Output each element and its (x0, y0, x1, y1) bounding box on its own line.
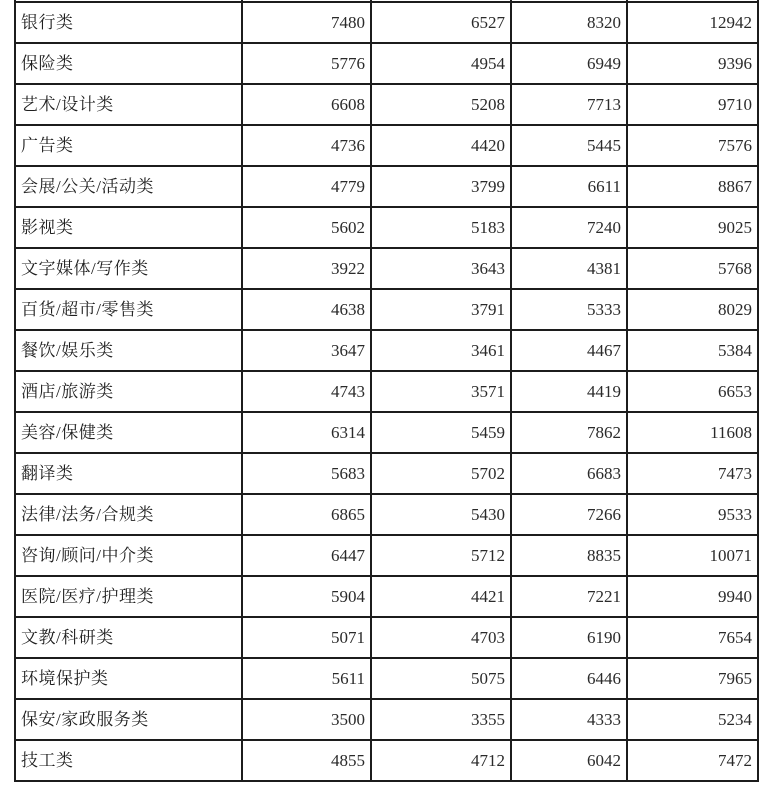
value-cell: 5384 (627, 330, 758, 371)
value-cell: 4333 (511, 699, 627, 740)
value-cell: 4638 (242, 289, 371, 330)
value-cell: 6865 (242, 494, 371, 535)
value-cell: 5611 (242, 658, 371, 699)
value-cell: 10071 (627, 535, 758, 576)
value-cell: 3643 (371, 248, 511, 289)
value-cell: 9533 (627, 494, 758, 535)
value-cell: 7472 (627, 740, 758, 781)
value-cell: 3461 (371, 330, 511, 371)
value-cell: 6314 (242, 412, 371, 453)
category-cell: 文教/科研类 (15, 617, 242, 658)
category-cell: 法律/法务/合规类 (15, 494, 242, 535)
value-cell: 5712 (371, 535, 511, 576)
value-cell: 4420 (371, 125, 511, 166)
table-row (15, 658, 758, 699)
table-row (15, 125, 758, 166)
table-row (15, 494, 758, 535)
value-cell: 3922 (242, 248, 371, 289)
table-row (15, 371, 758, 412)
value-cell: 9940 (627, 576, 758, 617)
category-cell: 保安/家政服务类 (15, 699, 242, 740)
value-cell: 6683 (511, 453, 627, 494)
value-cell: 4419 (511, 371, 627, 412)
value-cell: 4467 (511, 330, 627, 371)
category-cell: 百货/超市/零售类 (15, 289, 242, 330)
table-row (15, 166, 758, 207)
value-cell: 6042 (511, 740, 627, 781)
value-cell: 5602 (242, 207, 371, 248)
value-cell: 7240 (511, 207, 627, 248)
value-cell: 11608 (627, 412, 758, 453)
table-row (15, 2, 758, 43)
table-row (15, 289, 758, 330)
value-cell: 6527 (371, 2, 511, 43)
value-cell: 4421 (371, 576, 511, 617)
value-cell: 5702 (371, 453, 511, 494)
value-cell: 4712 (371, 740, 511, 781)
category-cell: 保险类 (15, 43, 242, 84)
value-cell: 9025 (627, 207, 758, 248)
value-cell: 3799 (371, 166, 511, 207)
value-cell: 4743 (242, 371, 371, 412)
value-cell: 4954 (371, 43, 511, 84)
category-cell: 文字媒体/写作类 (15, 248, 242, 289)
value-cell: 4381 (511, 248, 627, 289)
value-cell: 5445 (511, 125, 627, 166)
table-row (15, 330, 758, 371)
value-cell: 8835 (511, 535, 627, 576)
table-body (15, 0, 758, 781)
value-cell: 9710 (627, 84, 758, 125)
value-cell: 8029 (627, 289, 758, 330)
value-cell: 7576 (627, 125, 758, 166)
table-row (15, 535, 758, 576)
value-cell: 5333 (511, 289, 627, 330)
value-cell: 5459 (371, 412, 511, 453)
table-row (15, 576, 758, 617)
value-cell: 7862 (511, 412, 627, 453)
value-cell: 8867 (627, 166, 758, 207)
table-row (15, 43, 758, 84)
value-cell: 5430 (371, 494, 511, 535)
table-row (15, 617, 758, 658)
value-cell: 6608 (242, 84, 371, 125)
value-cell: 7713 (511, 84, 627, 125)
category-cell: 艺术/设计类 (15, 84, 242, 125)
value-cell: 3355 (371, 699, 511, 740)
table-row (15, 453, 758, 494)
value-cell: 7965 (627, 658, 758, 699)
category-cell: 餐饮/娱乐类 (15, 330, 242, 371)
table-row (15, 740, 758, 781)
category-cell: 银行类 (15, 2, 242, 43)
value-cell: 3791 (371, 289, 511, 330)
category-cell: 技工类 (15, 740, 242, 781)
category-cell: 美容/保健类 (15, 412, 242, 453)
table-row (15, 84, 758, 125)
value-cell: 7221 (511, 576, 627, 617)
category-cell: 咨询/顾问/中介类 (15, 535, 242, 576)
category-cell: 酒店/旅游类 (15, 371, 242, 412)
value-cell: 5776 (242, 43, 371, 84)
value-cell: 5234 (627, 699, 758, 740)
category-cell: 翻译类 (15, 453, 242, 494)
value-cell: 6653 (627, 371, 758, 412)
value-cell: 6949 (511, 43, 627, 84)
value-cell: 8320 (511, 2, 627, 43)
value-cell: 6611 (511, 166, 627, 207)
value-cell: 3647 (242, 330, 371, 371)
value-cell: 7266 (511, 494, 627, 535)
category-cell: 影视类 (15, 207, 242, 248)
value-cell: 5768 (627, 248, 758, 289)
value-cell: 3500 (242, 699, 371, 740)
value-cell: 4736 (242, 125, 371, 166)
table-row (15, 699, 758, 740)
value-cell: 5683 (242, 453, 371, 494)
value-cell: 4855 (242, 740, 371, 781)
value-cell: 4703 (371, 617, 511, 658)
table-row (15, 207, 758, 248)
category-cell: 医院/医疗/护理类 (15, 576, 242, 617)
table-row (15, 248, 758, 289)
value-cell: 4779 (242, 166, 371, 207)
value-cell: 6447 (242, 535, 371, 576)
value-cell: 5075 (371, 658, 511, 699)
value-cell: 5208 (371, 84, 511, 125)
value-cell: 6190 (511, 617, 627, 658)
table-row (15, 412, 758, 453)
value-cell: 5071 (242, 617, 371, 658)
value-cell: 3571 (371, 371, 511, 412)
category-cell: 广告类 (15, 125, 242, 166)
value-cell: 7654 (627, 617, 758, 658)
value-cell: 6446 (511, 658, 627, 699)
value-cell: 7480 (242, 2, 371, 43)
value-cell: 5183 (371, 207, 511, 248)
salary-table (14, 0, 759, 782)
value-cell: 9396 (627, 43, 758, 84)
salary-table-container (14, 0, 757, 782)
category-cell: 环境保护类 (15, 658, 242, 699)
value-cell: 12942 (627, 2, 758, 43)
category-cell: 会展/公关/活动类 (15, 166, 242, 207)
value-cell: 7473 (627, 453, 758, 494)
value-cell: 5904 (242, 576, 371, 617)
